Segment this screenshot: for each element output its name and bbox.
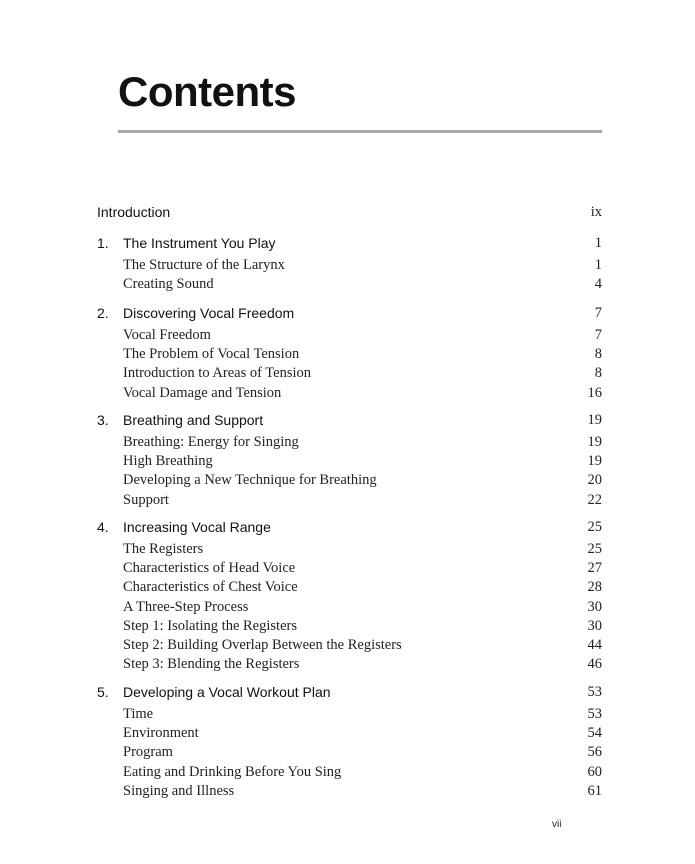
section-title: Vocal Damage and Tension <box>123 384 282 401</box>
section-title: Creating Sound <box>123 276 214 293</box>
section-page: 19 <box>587 434 602 450</box>
chapter-page: 7 <box>594 305 602 321</box>
toc-section-entry <box>0 783 695 803</box>
section-title: Time <box>123 706 154 722</box>
toc-section-entry <box>0 637 695 657</box>
section-page: 61 <box>587 782 602 799</box>
chapter-number: 3. <box>97 412 109 428</box>
toc-section-entry <box>0 365 695 385</box>
toc-section-entry <box>0 656 695 676</box>
toc-chapter-entry <box>0 305 695 325</box>
toc-chapter-entry <box>0 235 695 255</box>
toc-section-entry <box>0 764 695 784</box>
section-page: 4 <box>594 276 602 293</box>
toc-section-entry <box>0 327 695 347</box>
section-title: Characteristics of Head Voice <box>123 560 296 577</box>
section-page: 28 <box>587 579 602 596</box>
section-page: 53 <box>587 706 602 722</box>
chapter-number: 2. <box>97 305 109 321</box>
chapter-number: 1. <box>97 235 109 251</box>
toc-section-entry <box>0 618 695 638</box>
section-title: Environment <box>123 725 199 742</box>
chapter-number: 4. <box>97 519 109 535</box>
chapter-page: 53 <box>587 684 602 700</box>
section-page: 22 <box>587 491 602 508</box>
section-page: 19 <box>587 453 602 470</box>
chapter-page: 1 <box>594 235 602 251</box>
section-title: Developing a New Technique for Breathing <box>123 472 377 489</box>
toc-section-entry <box>0 599 695 619</box>
section-page: 7 <box>594 327 602 343</box>
section-title: Step 3: Blending the Registers <box>123 656 300 673</box>
toc-chapter-entry <box>0 684 695 704</box>
section-title: High Breathing <box>123 453 213 470</box>
section-page: 25 <box>587 541 602 557</box>
toc-section-entry <box>0 744 695 764</box>
introduction-page: ix <box>590 204 602 220</box>
section-title: Singing and Illness <box>123 782 235 799</box>
section-page: 20 <box>587 472 602 489</box>
section-title: Step 2: Building Overlap Between the Registers <box>123 637 402 653</box>
chapter-page: 19 <box>587 412 602 428</box>
toc-section-entry <box>0 560 695 580</box>
chapter-title: Breathing and Support <box>123 412 264 428</box>
section-page: 8 <box>594 346 602 363</box>
toc-chapter-entry <box>0 412 695 432</box>
section-page: 46 <box>587 656 602 673</box>
section-title: The Registers <box>123 541 204 557</box>
toc-section-entry <box>0 472 695 492</box>
section-page: 16 <box>587 384 602 401</box>
section-page: 56 <box>587 744 602 761</box>
section-title: The Problem of Vocal Tension <box>123 346 300 363</box>
toc-section-entry <box>0 579 695 599</box>
section-title: Characteristics of Chest Voice <box>123 579 298 596</box>
toc-section-entry <box>0 492 695 512</box>
section-page: 44 <box>587 637 602 653</box>
section-page: 30 <box>587 617 602 634</box>
toc-chapter-entry <box>0 519 695 539</box>
section-title: Step 1: Isolating the Registers <box>123 617 297 634</box>
introduction-label: Introduction <box>97 204 171 220</box>
section-title: Eating and Drinking Before You Sing <box>123 763 342 780</box>
toc-section-entry <box>0 434 695 454</box>
chapter-title: Discovering Vocal Freedom <box>123 305 295 321</box>
toc-section-entry <box>0 453 695 473</box>
chapter-title: The Instrument You Play <box>123 235 276 251</box>
section-page: 60 <box>587 763 602 780</box>
toc-section-entry <box>0 276 695 296</box>
section-page: 8 <box>594 365 602 382</box>
chapter-title: Developing a Vocal Workout Plan <box>123 684 331 700</box>
section-page: 30 <box>587 598 602 615</box>
toc-section-entry <box>0 346 695 366</box>
section-title: Program <box>123 744 173 761</box>
chapter-number: 5. <box>97 684 109 700</box>
section-page: 54 <box>587 725 602 742</box>
title-rule <box>118 130 602 133</box>
toc-section-entry <box>0 725 695 745</box>
section-title: Introduction to Areas of Tension <box>123 365 311 382</box>
section-page: 1 <box>594 257 602 273</box>
toc-section-entry <box>0 541 695 561</box>
section-title: The Structure of the Larynx <box>123 257 285 273</box>
page-title: Contents <box>118 68 296 115</box>
page-folio: vii <box>552 819 562 830</box>
toc-section-entry <box>0 385 695 405</box>
toc-section-entry <box>0 706 695 726</box>
section-title: Support <box>123 491 169 508</box>
chapter-page: 25 <box>587 519 602 535</box>
toc-introduction-entry <box>0 204 695 224</box>
toc-section-entry <box>0 257 695 277</box>
chapter-title: Increasing Vocal Range <box>123 519 271 535</box>
section-title: Breathing: Energy for Singing <box>123 434 299 450</box>
section-title: Vocal Freedom <box>123 327 211 343</box>
section-page: 27 <box>587 560 602 577</box>
section-title: A Three-Step Process <box>123 598 249 615</box>
